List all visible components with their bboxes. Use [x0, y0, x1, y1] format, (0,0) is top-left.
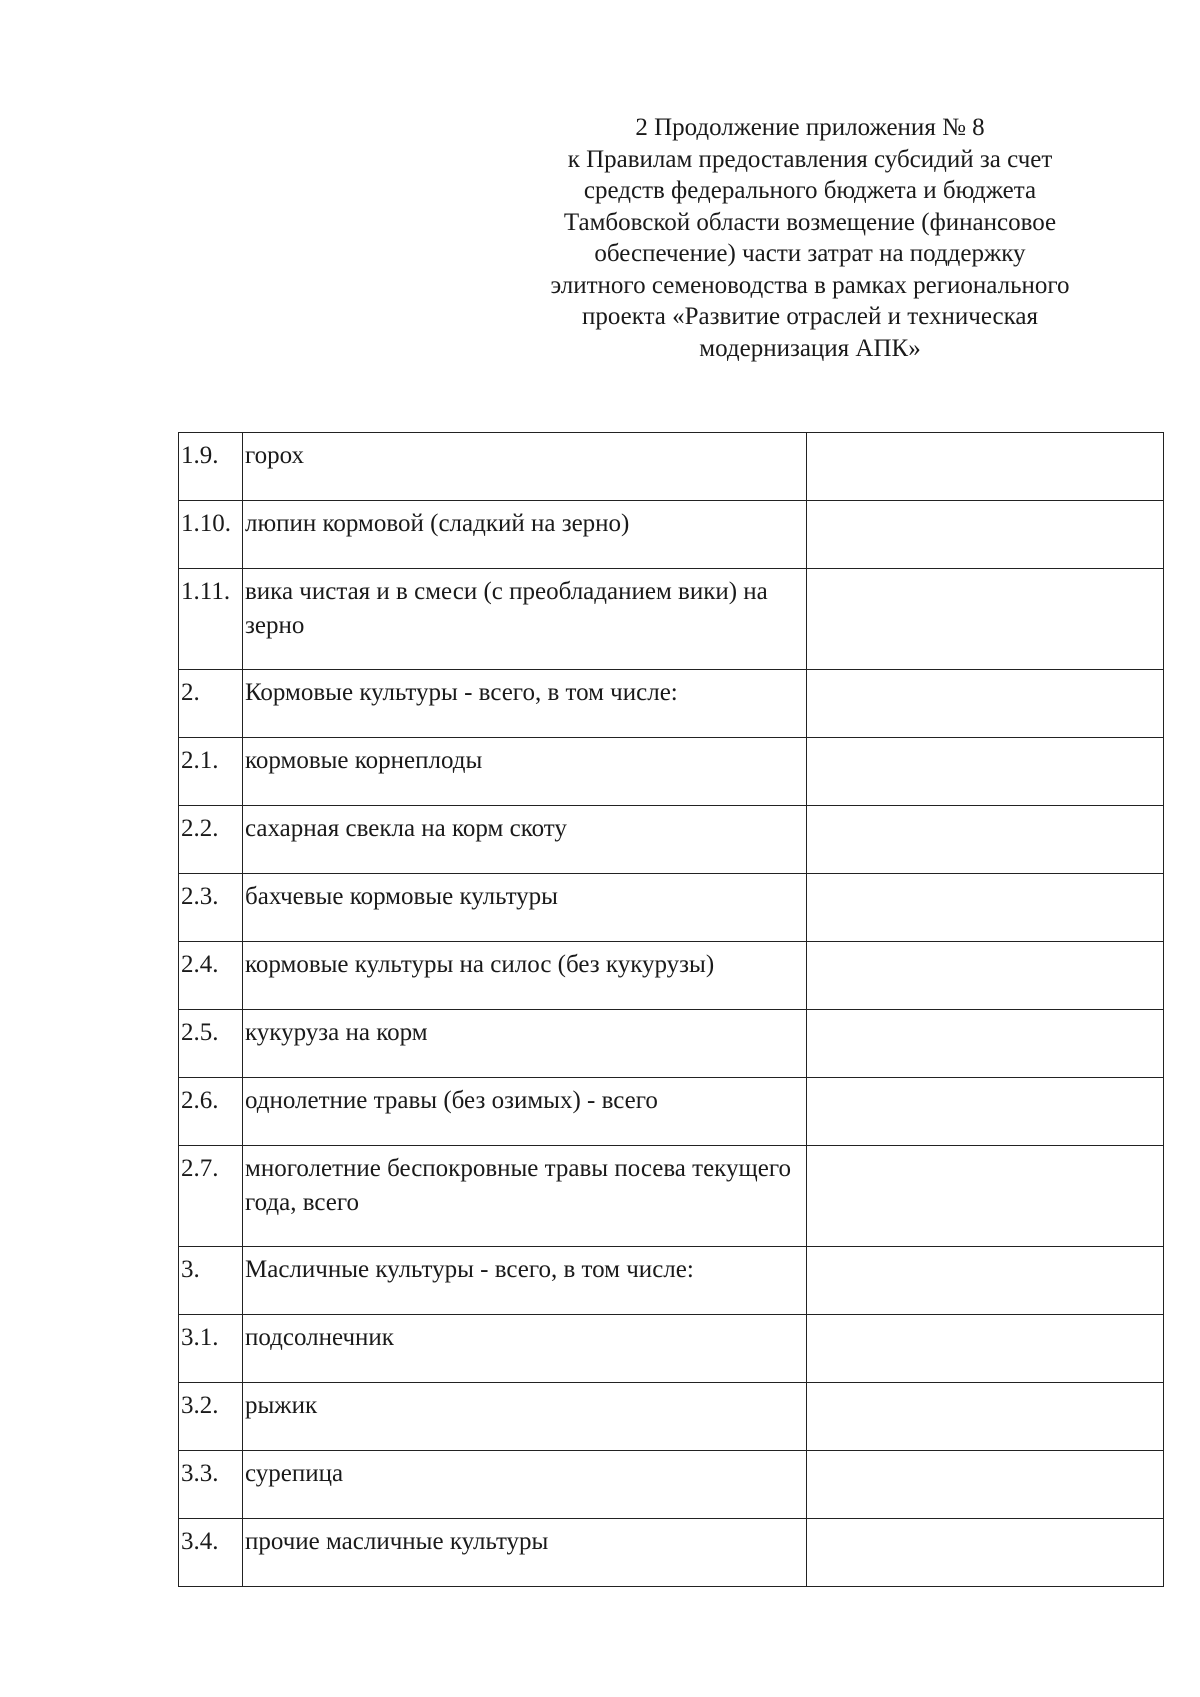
crop-name: кормовые корнеплоды [243, 738, 807, 806]
crop-name: подсолнечник [243, 1315, 807, 1383]
table-row [179, 942, 1164, 1010]
header-line: модернизация АПК» [699, 334, 921, 362]
value-cell [807, 1078, 1164, 1146]
header-line: элитного семеноводства в рамках регионального [550, 271, 1070, 299]
value-cell [807, 874, 1164, 942]
header-line: к Правилам предоставления субсидий за счет [567, 145, 1053, 173]
table-row [179, 501, 1164, 569]
crop-name: вика чистая и в смеси (с преобладанием вики) на зерно [243, 569, 807, 670]
value-cell [807, 501, 1164, 569]
value-cell [807, 1451, 1164, 1519]
crop-name: кукуруза на корм [243, 1010, 807, 1078]
row-number: 1.11. [179, 569, 243, 670]
header-line: 2 Продолжение приложения № 8 [635, 114, 985, 141]
row-number: 3.2. [179, 1383, 243, 1451]
crop-name: многолетние беспокровные травы посева текущего года, всего [243, 1146, 807, 1247]
crop-name: рыжик [243, 1383, 807, 1451]
value-cell [807, 433, 1164, 501]
table-row [179, 1383, 1164, 1451]
value-cell [807, 942, 1164, 1010]
header-line: обеспечение) части затрат на поддержку [594, 240, 1026, 267]
header-line: проекта «Развитие отраслей и техническая [581, 303, 1038, 330]
value-cell [807, 738, 1164, 806]
row-number: 2.2. [179, 806, 243, 874]
table-row [179, 806, 1164, 874]
row-number: 2.1. [179, 738, 243, 806]
crop-name: сахарная свекла на корм скоту [243, 806, 807, 874]
table-row [179, 1519, 1164, 1587]
table-row [179, 670, 1164, 738]
crop-name: бахчевые кормовые культуры [243, 874, 807, 942]
row-number: 3.1. [179, 1315, 243, 1383]
crop-name: однолетние травы (без озимых) - всего [243, 1078, 807, 1146]
crop-name: кормовые культуры на силос (без кукурузы) [243, 942, 807, 1010]
crop-name: сурепица [243, 1451, 807, 1519]
value-cell [807, 806, 1164, 874]
crop-name: люпин кормовой (сладкий на зерно) [243, 501, 807, 569]
header-line: средств федерального бюджета и бюджета [583, 177, 1037, 204]
value-cell [807, 1383, 1164, 1451]
row-number: 2.4. [179, 942, 243, 1010]
table-row [179, 1315, 1164, 1383]
appendix-header [520, 112, 1100, 364]
row-number: 2.6. [179, 1078, 243, 1146]
table-row [179, 433, 1164, 501]
row-number: 1.10. [179, 501, 243, 569]
table-row [179, 738, 1164, 806]
crop-name: Кормовые культуры - всего, в том числе: [243, 670, 807, 738]
value-cell [807, 569, 1164, 670]
row-number: 3.3. [179, 1451, 243, 1519]
row-number: 3.4. [179, 1519, 243, 1587]
table-row [179, 569, 1164, 670]
table-row [179, 874, 1164, 942]
crop-name: горох [243, 433, 807, 501]
row-number: 1.9. [179, 433, 243, 501]
row-number: 2.3. [179, 874, 243, 942]
row-number: 3. [179, 1247, 243, 1315]
row-number: 2.5. [179, 1010, 243, 1078]
value-cell [807, 670, 1164, 738]
value-cell [807, 1315, 1164, 1383]
table-row [179, 1146, 1164, 1247]
table-row [179, 1078, 1164, 1146]
crop-name: Масличные культуры - всего, в том числе: [243, 1247, 807, 1315]
row-number: 2.7. [179, 1146, 243, 1247]
header-line: Тамбовской области возмещение (финансовое [563, 208, 1057, 236]
row-number: 2. [179, 670, 243, 738]
table-row [179, 1010, 1164, 1078]
value-cell [807, 1247, 1164, 1315]
value-cell [807, 1010, 1164, 1078]
value-cell [807, 1146, 1164, 1247]
table-row [179, 1247, 1164, 1315]
value-cell [807, 1519, 1164, 1587]
crop-name: прочие масличные культуры [243, 1519, 807, 1587]
crops-table [178, 432, 1164, 1587]
table-row [179, 1451, 1164, 1519]
